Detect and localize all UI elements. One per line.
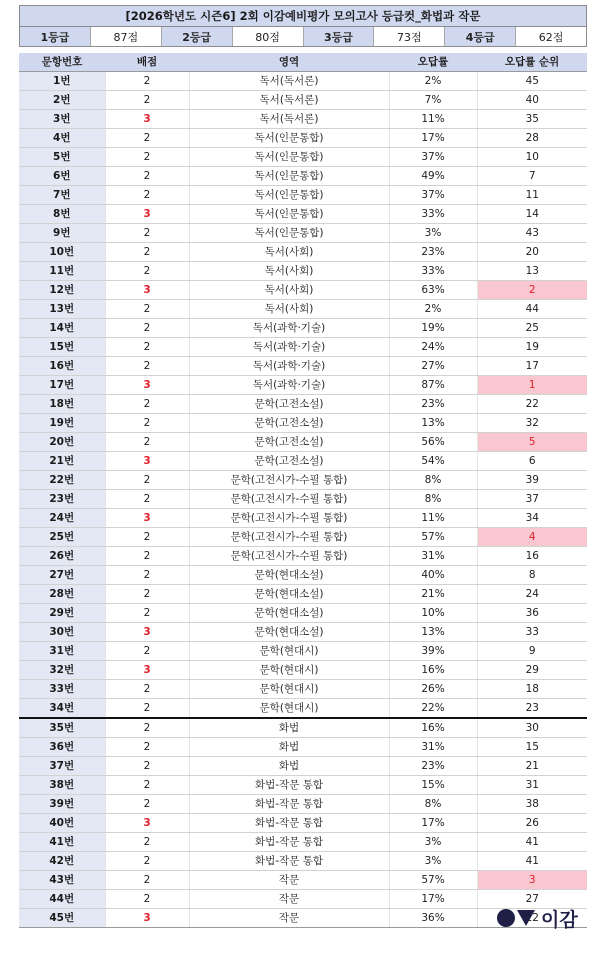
table-row: [19, 738, 587, 757]
error-rank-cell: 36: [477, 604, 587, 623]
error-rank-cell: 38: [477, 795, 587, 814]
area-cell: 화법: [189, 757, 389, 776]
points-cell: 3: [105, 909, 189, 928]
error-rate-cell: 39%: [389, 642, 477, 661]
table-row: [19, 300, 587, 319]
error-rank-cell: 14: [477, 205, 587, 224]
points-cell: 2: [105, 148, 189, 167]
question-number: 45번: [19, 909, 105, 928]
points-cell: 2: [105, 357, 189, 376]
points-cell: 2: [105, 738, 189, 757]
table-row: [19, 528, 587, 547]
error-rank-cell: 44: [477, 300, 587, 319]
points-cell: 2: [105, 699, 189, 719]
error-rank-cell: 12: [477, 909, 587, 928]
error-rank-cell: 32: [477, 414, 587, 433]
area-cell: 독서(독서론): [189, 110, 389, 129]
question-number: 24번: [19, 509, 105, 528]
error-rate-cell: 8%: [389, 471, 477, 490]
area-cell: 독서(사회): [189, 243, 389, 262]
error-rank-cell: 34: [477, 509, 587, 528]
points-cell: 3: [105, 814, 189, 833]
error-rate-cell: 8%: [389, 795, 477, 814]
question-number: 37번: [19, 757, 105, 776]
table-row: [19, 718, 587, 738]
question-number: 23번: [19, 490, 105, 509]
question-number: 31번: [19, 642, 105, 661]
area-cell: 독서(인문통합): [189, 167, 389, 186]
question-number: 15번: [19, 338, 105, 357]
table-row: [19, 757, 587, 776]
table-row: [19, 661, 587, 680]
error-rate-cell: 57%: [389, 871, 477, 890]
grade-1-value: 87점: [91, 27, 162, 46]
table-row: [19, 680, 587, 699]
question-number: 17번: [19, 376, 105, 395]
table-row: [19, 72, 587, 91]
question-number: 5번: [19, 148, 105, 167]
points-cell: 2: [105, 471, 189, 490]
area-cell: 문학(현대소설): [189, 585, 389, 604]
table-row: [19, 871, 587, 890]
error-rank-cell: 3: [477, 871, 587, 890]
points-cell: 2: [105, 642, 189, 661]
area-cell: 화법: [189, 718, 389, 738]
question-number: 14번: [19, 319, 105, 338]
question-number: 28번: [19, 585, 105, 604]
table-row: [19, 547, 587, 566]
error-rank-cell: 19: [477, 338, 587, 357]
question-number: 40번: [19, 814, 105, 833]
question-number: 16번: [19, 357, 105, 376]
error-rate-cell: 49%: [389, 167, 477, 186]
area-cell: 문학(현대시): [189, 680, 389, 699]
error-rate-cell: 3%: [389, 224, 477, 243]
error-rate-cell: 40%: [389, 566, 477, 585]
table-row: [19, 319, 587, 338]
points-cell: 3: [105, 509, 189, 528]
points-cell: 2: [105, 338, 189, 357]
area-cell: 독서(사회): [189, 262, 389, 281]
area-cell: 문학(현대시): [189, 661, 389, 680]
question-number: 3번: [19, 110, 105, 129]
error-rate-cell: 24%: [389, 338, 477, 357]
points-cell: 3: [105, 281, 189, 300]
error-rate-cell: 3%: [389, 852, 477, 871]
question-number: 19번: [19, 414, 105, 433]
error-rank-cell: 11: [477, 186, 587, 205]
error-rank-cell: 43: [477, 224, 587, 243]
question-number: 13번: [19, 300, 105, 319]
error-rank-cell: 29: [477, 661, 587, 680]
area-cell: 독서(인문통합): [189, 186, 389, 205]
error-rate-cell: 56%: [389, 433, 477, 452]
error-rate-cell: 11%: [389, 509, 477, 528]
points-cell: 2: [105, 224, 189, 243]
area-cell: 화법-작문 통합: [189, 795, 389, 814]
table-row: [19, 585, 587, 604]
error-rate-cell: 63%: [389, 281, 477, 300]
area-cell: 화법-작문 통합: [189, 852, 389, 871]
error-rate-cell: 27%: [389, 357, 477, 376]
question-number: 1번: [19, 72, 105, 91]
table-row: [19, 452, 587, 471]
error-rank-cell: 31: [477, 776, 587, 795]
table-row: [19, 642, 587, 661]
table-row: [19, 490, 587, 509]
error-rate-cell: 19%: [389, 319, 477, 338]
error-rank-cell: 6: [477, 452, 587, 471]
error-rate-cell: 37%: [389, 148, 477, 167]
question-number: 18번: [19, 395, 105, 414]
table-row: [19, 357, 587, 376]
table-row: [19, 110, 587, 129]
error-rank-cell: 35: [477, 110, 587, 129]
table-body: [19, 72, 587, 928]
table-row: [19, 243, 587, 262]
area-cell: 문학(고전시가-수필 통합): [189, 547, 389, 566]
area-cell: 문학(현대시): [189, 642, 389, 661]
grade-cut-sheet: [19, 5, 587, 928]
logo-circle-icon: [497, 909, 515, 927]
error-rank-cell: 25: [477, 319, 587, 338]
error-rate-cell: 13%: [389, 414, 477, 433]
header-error-rank: 오답률 순위: [477, 53, 587, 72]
grade-2-value: 80점: [233, 27, 304, 46]
grade-2-label: 2등급: [162, 27, 233, 46]
area-cell: 문학(고전시가-수필 통합): [189, 509, 389, 528]
logo-text: 이감: [541, 908, 578, 931]
area-cell: 독서(인문통합): [189, 205, 389, 224]
question-number: 33번: [19, 680, 105, 699]
question-number: 22번: [19, 471, 105, 490]
table-row: [19, 814, 587, 833]
points-cell: 2: [105, 871, 189, 890]
area-cell: 화법-작문 통합: [189, 833, 389, 852]
table-row: [19, 262, 587, 281]
question-number: 43번: [19, 871, 105, 890]
question-table: [19, 53, 587, 928]
error-rank-cell: 23: [477, 699, 587, 719]
table-row: [19, 186, 587, 205]
area-cell: 문학(고전소설): [189, 414, 389, 433]
table-row: [19, 91, 587, 110]
points-cell: 3: [105, 110, 189, 129]
question-number: 25번: [19, 528, 105, 547]
area-cell: 문학(고전소설): [189, 395, 389, 414]
question-number: 12번: [19, 281, 105, 300]
area-cell: 문학(현대소설): [189, 566, 389, 585]
sheet-title: [2026학년도 시즌6] 2회 이감예비평가 모의고사 등급컷_화법과 작문: [19, 5, 587, 26]
error-rate-cell: 36%: [389, 909, 477, 928]
error-rate-cell: 37%: [389, 186, 477, 205]
error-rank-cell: 24: [477, 585, 587, 604]
question-number: 27번: [19, 566, 105, 585]
table-row: [19, 623, 587, 642]
question-number: 36번: [19, 738, 105, 757]
question-number: 21번: [19, 452, 105, 471]
points-cell: 2: [105, 776, 189, 795]
points-cell: 2: [105, 72, 189, 91]
igam-logo: [497, 906, 578, 930]
area-cell: 화법: [189, 738, 389, 757]
error-rank-cell: 27: [477, 890, 587, 909]
error-rank-cell: 18: [477, 680, 587, 699]
error-rank-cell: 33: [477, 623, 587, 642]
table-row: [19, 471, 587, 490]
question-number: 41번: [19, 833, 105, 852]
table-row: [19, 205, 587, 224]
error-rate-cell: 33%: [389, 262, 477, 281]
grade-3-label: 3등급: [304, 27, 375, 46]
error-rank-cell: 7: [477, 167, 587, 186]
header-question-number: 문항번호: [19, 53, 105, 72]
area-cell: 독서(과학·기술): [189, 319, 389, 338]
error-rate-cell: 16%: [389, 718, 477, 738]
points-cell: 2: [105, 547, 189, 566]
points-cell: 2: [105, 243, 189, 262]
table-row: [19, 604, 587, 623]
table-row: [19, 129, 587, 148]
points-cell: 2: [105, 300, 189, 319]
points-cell: 2: [105, 490, 189, 509]
table-row: [19, 224, 587, 243]
error-rate-cell: 11%: [389, 110, 477, 129]
question-number: 39번: [19, 795, 105, 814]
table-row: [19, 414, 587, 433]
error-rank-cell: 15: [477, 738, 587, 757]
table-row: [19, 566, 587, 585]
points-cell: 2: [105, 186, 189, 205]
points-cell: 3: [105, 623, 189, 642]
error-rate-cell: 2%: [389, 72, 477, 91]
error-rate-cell: 17%: [389, 129, 477, 148]
error-rank-cell: 21: [477, 757, 587, 776]
grade-4-label: 4등급: [445, 27, 516, 46]
logo-triangle-icon: [517, 910, 535, 926]
error-rank-cell: 10: [477, 148, 587, 167]
error-rank-cell: 37: [477, 490, 587, 509]
area-cell: 독서(독서론): [189, 72, 389, 91]
area-cell: 화법-작문 통합: [189, 776, 389, 795]
question-number: 7번: [19, 186, 105, 205]
grade-3-value: 73점: [374, 27, 445, 46]
question-number: 6번: [19, 167, 105, 186]
question-number: 8번: [19, 205, 105, 224]
points-cell: 3: [105, 205, 189, 224]
area-cell: 독서(인문통합): [189, 148, 389, 167]
grade-1-label: 1등급: [20, 27, 91, 46]
area-cell: 독서(인문통합): [189, 129, 389, 148]
table-row: [19, 281, 587, 300]
question-number: 26번: [19, 547, 105, 566]
error-rate-cell: 13%: [389, 623, 477, 642]
table-row: [19, 509, 587, 528]
points-cell: 2: [105, 585, 189, 604]
table-row: [19, 148, 587, 167]
error-rate-cell: 23%: [389, 757, 477, 776]
error-rate-cell: 23%: [389, 395, 477, 414]
points-cell: 2: [105, 795, 189, 814]
error-rank-cell: 28: [477, 129, 587, 148]
question-number: 34번: [19, 699, 105, 719]
question-number: 11번: [19, 262, 105, 281]
error-rate-cell: 3%: [389, 833, 477, 852]
grade-4-value: 62점: [516, 27, 586, 46]
table-row: [19, 776, 587, 795]
table-row: [19, 699, 587, 719]
question-number: 38번: [19, 776, 105, 795]
points-cell: 2: [105, 129, 189, 148]
area-cell: 문학(고전시가-수필 통합): [189, 528, 389, 547]
question-number: 10번: [19, 243, 105, 262]
error-rate-cell: 10%: [389, 604, 477, 623]
area-cell: 문학(현대소설): [189, 604, 389, 623]
area-cell: 독서(사회): [189, 300, 389, 319]
question-number: 20번: [19, 433, 105, 452]
error-rate-cell: 23%: [389, 243, 477, 262]
error-rate-cell: 15%: [389, 776, 477, 795]
error-rank-cell: 17: [477, 357, 587, 376]
error-rate-cell: 8%: [389, 490, 477, 509]
error-rank-cell: 1: [477, 376, 587, 395]
error-rate-cell: 21%: [389, 585, 477, 604]
error-rate-cell: 2%: [389, 300, 477, 319]
area-cell: 문학(고전소설): [189, 452, 389, 471]
area-cell: 독서(과학·기술): [189, 338, 389, 357]
points-cell: 2: [105, 91, 189, 110]
question-number: 44번: [19, 890, 105, 909]
error-rank-cell: 9: [477, 642, 587, 661]
points-cell: 2: [105, 833, 189, 852]
points-cell: 2: [105, 604, 189, 623]
points-cell: 2: [105, 262, 189, 281]
table-row: [19, 167, 587, 186]
points-cell: 2: [105, 680, 189, 699]
area-cell: 문학(고전시가-수필 통합): [189, 471, 389, 490]
error-rate-cell: 57%: [389, 528, 477, 547]
points-cell: 2: [105, 718, 189, 738]
error-rate-cell: 17%: [389, 814, 477, 833]
error-rate-cell: 33%: [389, 205, 477, 224]
table-row: [19, 433, 587, 452]
area-cell: 문학(고전소설): [189, 433, 389, 452]
area-cell: 독서(인문통합): [189, 224, 389, 243]
question-number: 42번: [19, 852, 105, 871]
error-rank-cell: 22: [477, 395, 587, 414]
error-rate-cell: 31%: [389, 547, 477, 566]
error-rank-cell: 5: [477, 433, 587, 452]
area-cell: 독서(과학·기술): [189, 357, 389, 376]
error-rate-cell: 26%: [389, 680, 477, 699]
error-rank-cell: 4: [477, 528, 587, 547]
error-rate-cell: 17%: [389, 890, 477, 909]
area-cell: 독서(독서론): [189, 91, 389, 110]
points-cell: 2: [105, 757, 189, 776]
points-cell: 2: [105, 414, 189, 433]
question-number: 4번: [19, 129, 105, 148]
error-rate-cell: 87%: [389, 376, 477, 395]
error-rate-cell: 31%: [389, 738, 477, 757]
table-row: [19, 833, 587, 852]
points-cell: 2: [105, 852, 189, 871]
error-rate-cell: 54%: [389, 452, 477, 471]
area-cell: 문학(고전시가-수필 통합): [189, 490, 389, 509]
error-rate-cell: 22%: [389, 699, 477, 719]
points-cell: 3: [105, 452, 189, 471]
table-row: [19, 852, 587, 871]
area-cell: 문학(현대소설): [189, 623, 389, 642]
table-row: [19, 395, 587, 414]
points-cell: 2: [105, 566, 189, 585]
error-rank-cell: 41: [477, 852, 587, 871]
question-number: 35번: [19, 718, 105, 738]
points-cell: 2: [105, 319, 189, 338]
table-header-row: [19, 53, 587, 72]
points-cell: 2: [105, 433, 189, 452]
area-cell: 작문: [189, 871, 389, 890]
table-row: [19, 338, 587, 357]
area-cell: 독서(사회): [189, 281, 389, 300]
error-rank-cell: 13: [477, 262, 587, 281]
error-rank-cell: 41: [477, 833, 587, 852]
points-cell: 3: [105, 661, 189, 680]
points-cell: 2: [105, 395, 189, 414]
header-area: 영역: [189, 53, 389, 72]
error-rank-cell: 26: [477, 814, 587, 833]
question-number: 9번: [19, 224, 105, 243]
area-cell: 작문: [189, 890, 389, 909]
area-cell: 독서(과학·기술): [189, 376, 389, 395]
header-error-rate: 오답률: [389, 53, 477, 72]
error-rank-cell: 45: [477, 72, 587, 91]
question-number: 2번: [19, 91, 105, 110]
points-cell: 2: [105, 167, 189, 186]
error-rank-cell: 39: [477, 471, 587, 490]
error-rank-cell: 40: [477, 91, 587, 110]
points-cell: 2: [105, 890, 189, 909]
points-cell: 3: [105, 376, 189, 395]
question-number: 29번: [19, 604, 105, 623]
error-rank-cell: 20: [477, 243, 587, 262]
area-cell: 문학(현대시): [189, 699, 389, 719]
table-row: [19, 376, 587, 395]
header-points: 배점: [105, 53, 189, 72]
error-rank-cell: 2: [477, 281, 587, 300]
error-rank-cell: 30: [477, 718, 587, 738]
area-cell: 작문: [189, 909, 389, 928]
grade-cut-row: [19, 26, 587, 47]
table-row: [19, 795, 587, 814]
question-number: 30번: [19, 623, 105, 642]
error-rate-cell: 7%: [389, 91, 477, 110]
question-number: 32번: [19, 661, 105, 680]
error-rank-cell: 16: [477, 547, 587, 566]
area-cell: 화법-작문 통합: [189, 814, 389, 833]
points-cell: 2: [105, 528, 189, 547]
error-rate-cell: 16%: [389, 661, 477, 680]
error-rank-cell: 8: [477, 566, 587, 585]
